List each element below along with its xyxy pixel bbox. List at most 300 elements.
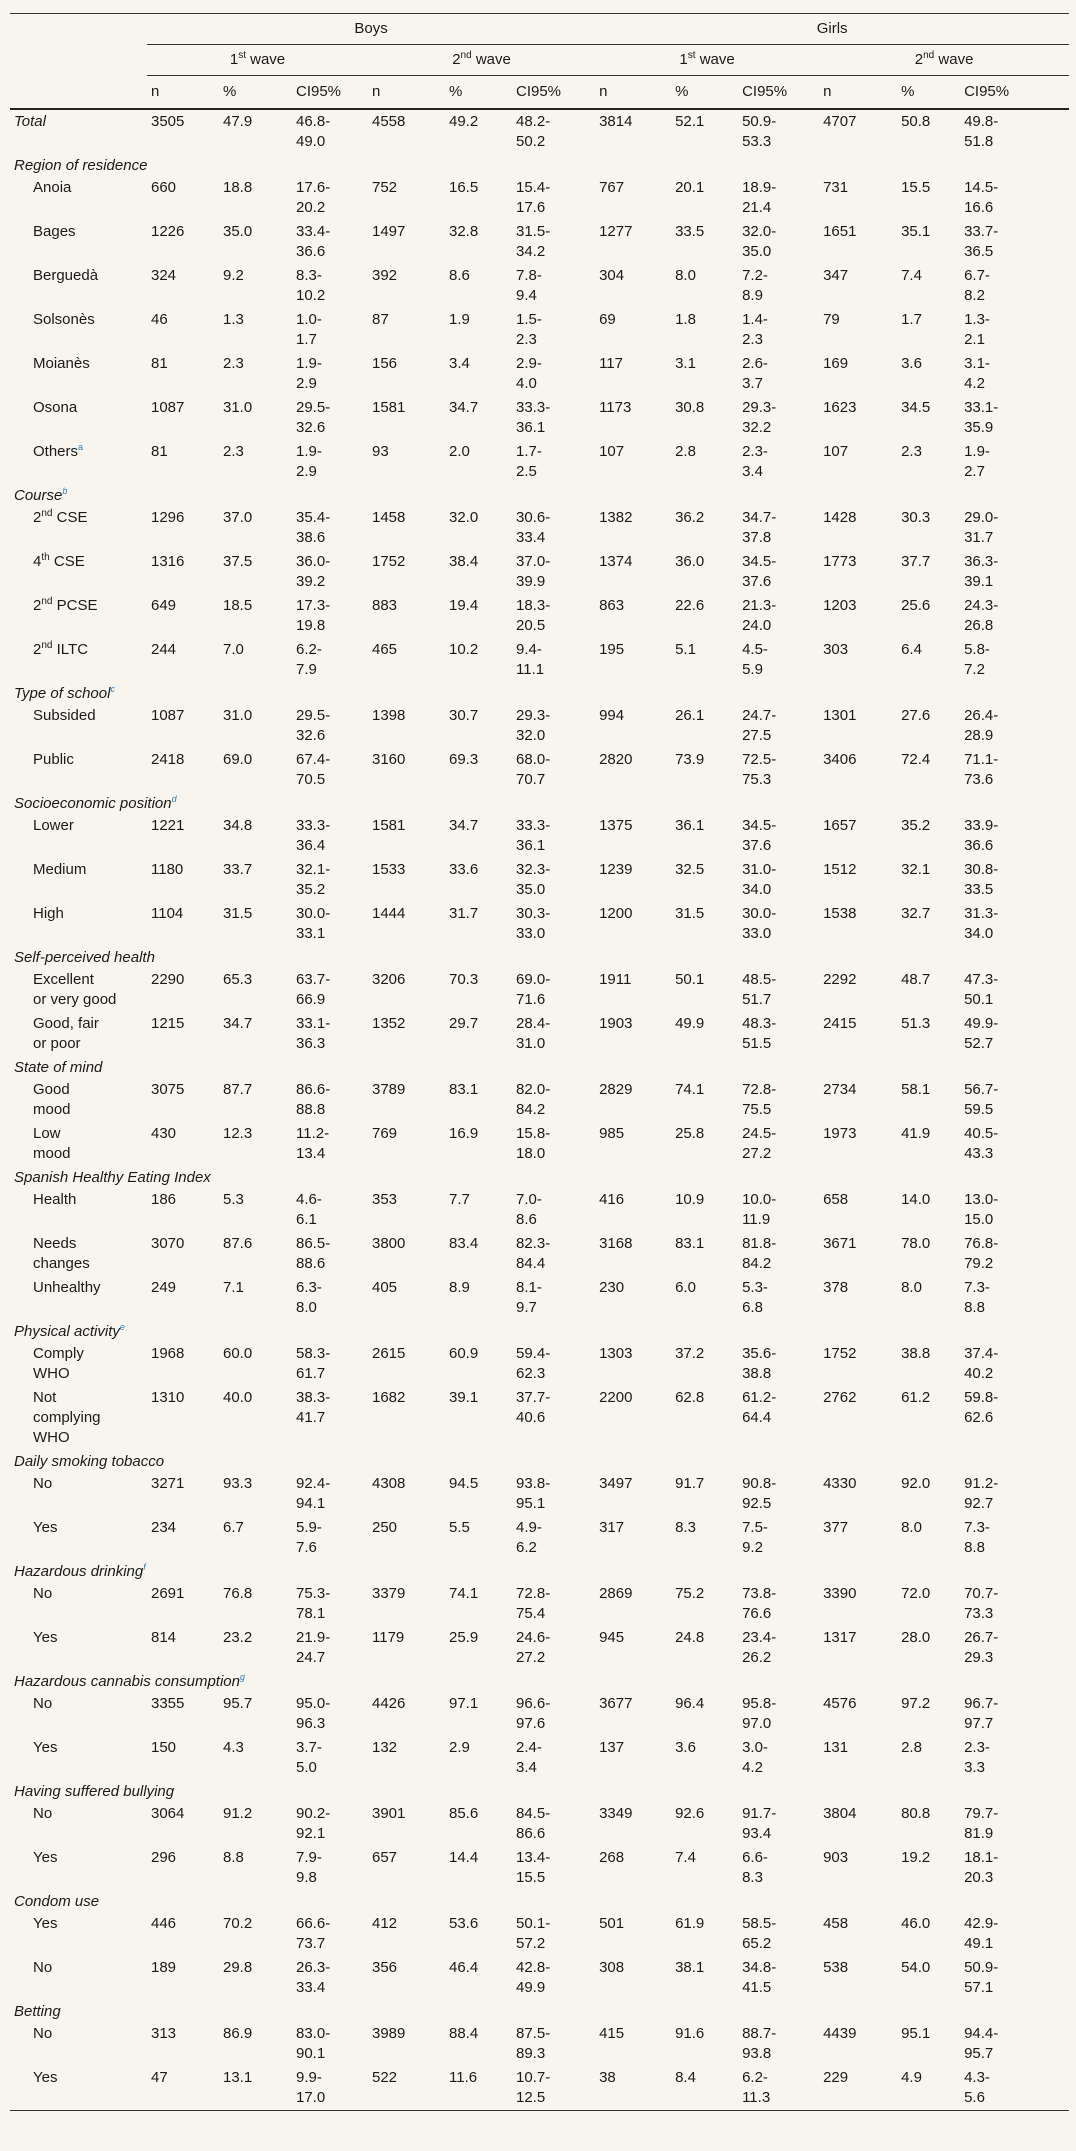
cell-value: 1352 xyxy=(372,1015,406,1032)
cell-value: 2734 xyxy=(823,1081,857,1098)
table-row xyxy=(10,594,1069,638)
cell-value: 1104 xyxy=(151,905,184,922)
section-header xyxy=(10,1670,1069,1692)
column-header: % xyxy=(449,83,463,100)
row-label: Yes xyxy=(33,1519,58,1536)
cell-value: 35.6- 38.8 xyxy=(742,1345,777,1382)
cell-value: 16.5 xyxy=(449,179,479,196)
table-row xyxy=(10,1188,1069,1232)
cell-value: 29.0- 31.7 xyxy=(964,509,999,546)
cell-value: 54.0 xyxy=(901,1959,931,1976)
cell-value: 1458 xyxy=(372,509,406,526)
cell-value: 522 xyxy=(372,2069,398,2086)
cell-value: 4.5- 5.9 xyxy=(742,641,768,678)
cell-value: 4330 xyxy=(823,1475,857,1492)
cell-value: 38.8 xyxy=(901,1345,931,1362)
row-label: Not complying WHO xyxy=(33,1389,101,1446)
cell-value: 8.0 xyxy=(901,1519,922,1536)
section-header xyxy=(10,154,1069,176)
cell-value: 72.4 xyxy=(901,751,931,768)
cell-value: 5.8- 7.2 xyxy=(964,641,990,678)
cell-value: 30.8- 33.5 xyxy=(964,861,999,898)
section-title: Type of school$^c$ xyxy=(14,684,115,702)
cell-value: 42.8- 49.9 xyxy=(516,1959,551,1996)
cell-value: 24.3- 26.8 xyxy=(964,597,999,634)
cell-value: 34.7 xyxy=(449,399,479,416)
cell-value: 18.8 xyxy=(223,179,253,196)
cell-value: 8.6 xyxy=(449,267,470,284)
cell-value: 107 xyxy=(599,443,625,460)
table-row xyxy=(10,748,1069,792)
cell-value: 3789 xyxy=(372,1081,406,1098)
cell-value: 87.5- 89.3 xyxy=(516,2025,551,2062)
cell-value: 50.9- 57.1 xyxy=(964,1959,999,1996)
row-label: Low mood xyxy=(33,1125,71,1162)
cell-value: 32.5 xyxy=(675,861,705,878)
cell-value: 24.6- 27.2 xyxy=(516,1629,551,1666)
cell-value: 46 xyxy=(151,311,168,328)
section-title: Self-perceived health xyxy=(14,949,155,966)
cell-value: 1903 xyxy=(599,1015,633,1032)
cell-value: 1.9- 2.9 xyxy=(296,443,322,480)
row-label: Others$^a$ xyxy=(33,442,84,460)
cell-value: 4558 xyxy=(372,113,406,130)
row-label: Yes xyxy=(33,1629,58,1646)
cell-value: 83.1 xyxy=(675,1235,705,1252)
cell-value: 14.5- 16.6 xyxy=(964,179,999,216)
cell-value: 6.7 xyxy=(223,1519,244,1536)
cell-value: 985 xyxy=(599,1125,625,1142)
cell-value: 1.7 xyxy=(901,311,922,328)
table-row xyxy=(10,220,1069,264)
cell-value: 3505 xyxy=(151,113,185,130)
section-header xyxy=(10,1560,1069,1582)
cell-value: 33.3- 36.1 xyxy=(516,817,551,854)
cell-value: 1911 xyxy=(599,971,632,988)
cell-value: 59.4- 62.3 xyxy=(516,1345,551,1382)
cell-value: 41.9 xyxy=(901,1125,931,1142)
section-header xyxy=(10,682,1069,704)
table-row xyxy=(10,2022,1069,2066)
cell-value: 32.7 xyxy=(901,905,931,922)
cell-value: 34.7- 37.8 xyxy=(742,509,777,546)
cell-value: 6.7- 8.2 xyxy=(964,267,990,304)
row-label: No xyxy=(33,2025,53,2042)
cell-value: 68.0- 70.7 xyxy=(516,751,551,788)
table-row xyxy=(10,2066,1069,2111)
cell-value: 91.7 xyxy=(675,1475,705,1492)
cell-value: 96.4 xyxy=(675,1695,705,1712)
cell-value: 30.0- 33.1 xyxy=(296,905,331,942)
cell-value: 23.2 xyxy=(223,1629,253,1646)
cell-value: 2.8 xyxy=(901,1739,922,1756)
cell-value: 244 xyxy=(151,641,177,658)
cell-value: 230 xyxy=(599,1279,625,1296)
wave-header: 2nd wave xyxy=(819,45,1069,76)
row-label: No xyxy=(33,1585,53,1602)
cell-value: 36.2 xyxy=(675,509,705,526)
cell-value: 17.6- 20.2 xyxy=(296,179,331,216)
cell-value: 1973 xyxy=(823,1125,857,1142)
cell-value: 1657 xyxy=(823,817,857,834)
cell-value: 4707 xyxy=(823,113,857,130)
cell-value: 87 xyxy=(372,311,389,328)
cell-value: 1.9- 2.7 xyxy=(964,443,990,480)
row-label: No xyxy=(33,1959,53,1976)
column-header: CI95% xyxy=(516,83,562,100)
cell-value: 33.7 xyxy=(223,861,253,878)
cell-value: 8.0 xyxy=(675,267,696,284)
cell-value: 31.0- 34.0 xyxy=(742,861,777,898)
cell-value: 767 xyxy=(599,179,625,196)
cell-value: 4.9 xyxy=(901,2069,922,2086)
cell-value: 31.0 xyxy=(223,707,253,724)
cell-value: 88.4 xyxy=(449,2025,479,2042)
cell-value: 5.9- 7.6 xyxy=(296,1519,322,1556)
section-title: Hazardous cannabis consumption$^g$ xyxy=(14,1672,245,1690)
cell-value: 3800 xyxy=(372,1235,406,1252)
section-header xyxy=(10,1450,1069,1472)
section-title: Course$^b$ xyxy=(14,486,68,504)
cell-value: 28.4- 31.0 xyxy=(516,1015,551,1052)
cell-value: 10.2 xyxy=(449,641,479,658)
cell-value: 74.1 xyxy=(449,1585,479,1602)
cell-value: 32.3- 35.0 xyxy=(516,861,551,898)
cell-value: 7.4 xyxy=(675,1849,696,1866)
cell-value: 501 xyxy=(599,1915,625,1932)
table-row xyxy=(10,704,1069,748)
cell-value: 10.7- 12.5 xyxy=(516,2069,551,2106)
cell-value: 1226 xyxy=(151,223,185,240)
cell-value: 4.3- 5.6 xyxy=(964,2069,990,2106)
row-label: Lower xyxy=(33,817,74,834)
cell-value: 29.3- 32.0 xyxy=(516,707,551,744)
section-title: Region of residence xyxy=(14,157,148,174)
cell-value: 66.6- 73.7 xyxy=(296,1915,331,1952)
row-label: No xyxy=(33,1695,53,1712)
cell-value: 234 xyxy=(151,1519,177,1536)
cell-value: 82.3- 84.4 xyxy=(516,1235,551,1272)
cell-value: 5.3 xyxy=(223,1191,244,1208)
cell-value: 2.3 xyxy=(901,443,922,460)
cell-value: 72.5- 75.3 xyxy=(742,751,777,788)
cell-value: 32.0 xyxy=(449,509,479,526)
cell-value: 3.6 xyxy=(901,355,922,372)
cell-value: 392 xyxy=(372,267,398,284)
column-header: CI95% xyxy=(296,83,342,100)
table-row xyxy=(10,1582,1069,1626)
cell-value: 6.3- 8.0 xyxy=(296,1279,322,1316)
cell-value: 83.4 xyxy=(449,1235,479,1252)
table-row xyxy=(10,1846,1069,1890)
cell-value: 29.8 xyxy=(223,1959,253,1976)
cell-value: 33.7- 36.5 xyxy=(964,223,999,260)
cell-value: 30.3- 33.0 xyxy=(516,905,551,942)
cell-value: 430 xyxy=(151,1125,177,1142)
cell-value: 63.7- 66.9 xyxy=(296,971,331,1008)
cell-value: 4426 xyxy=(372,1695,406,1712)
wave-header: 1st wave xyxy=(147,45,368,76)
cell-value: 1497 xyxy=(372,223,406,240)
section-title: Having suffered bullying xyxy=(14,1783,175,1800)
cell-value: 1.3- 2.1 xyxy=(964,311,990,348)
cell-value: 169 xyxy=(823,355,849,372)
cell-value: 5.3- 6.8 xyxy=(742,1279,768,1316)
cell-value: 1374 xyxy=(599,553,633,570)
cell-value: 3671 xyxy=(823,1235,857,1252)
cell-value: 29.5- 32.6 xyxy=(296,399,331,436)
cell-value: 18.3- 20.5 xyxy=(516,597,551,634)
cell-value: 37.7- 40.6 xyxy=(516,1389,551,1426)
row-label: Health xyxy=(33,1191,77,1208)
cell-value: 37.5 xyxy=(223,553,253,570)
cell-value: 34.5- 37.6 xyxy=(742,553,777,590)
cell-value: 95.7 xyxy=(223,1695,253,1712)
cell-value: 6.2- 11.3 xyxy=(742,2069,771,2106)
cell-value: 50.1 xyxy=(675,971,705,988)
cell-value: 7.3- 8.8 xyxy=(964,1279,990,1316)
cell-value: 31.3- 34.0 xyxy=(964,905,999,942)
cell-value: 458 xyxy=(823,1915,849,1932)
table-row xyxy=(10,352,1069,396)
cell-value: 58.3- 61.7 xyxy=(296,1345,331,1382)
cell-value: 47.3- 50.1 xyxy=(964,971,999,1008)
cell-value: 2820 xyxy=(599,751,633,768)
cell-value: 83.0- 90.1 xyxy=(296,2025,331,2062)
cell-value: 24.7- 27.5 xyxy=(742,707,777,744)
cell-value: 23.4- 26.2 xyxy=(742,1629,777,1666)
table-row xyxy=(10,1012,1069,1056)
cell-value: 83.1 xyxy=(449,1081,479,1098)
table-row xyxy=(10,1472,1069,1516)
cell-value: 1773 xyxy=(823,553,857,570)
cell-value: 47.9 xyxy=(223,113,253,130)
table-row xyxy=(10,902,1069,946)
cell-value: 65.3 xyxy=(223,971,253,988)
cell-value: 48.7 xyxy=(901,971,931,988)
cell-value: 60.0 xyxy=(223,1345,253,1362)
cell-value: 6.4 xyxy=(901,641,922,658)
cell-value: 33.9- 36.6 xyxy=(964,817,999,854)
cell-value: 415 xyxy=(599,2025,625,2042)
cell-value: 70.3 xyxy=(449,971,479,988)
cell-value: 994 xyxy=(599,707,625,724)
cell-value: 1203 xyxy=(823,597,857,614)
row-label: Good, fair or poor xyxy=(33,1015,99,1052)
cell-value: 416 xyxy=(599,1191,625,1208)
cell-value: 13.1 xyxy=(223,2069,253,2086)
cell-value: 2.3 xyxy=(223,355,244,372)
row-label: Public xyxy=(33,751,74,768)
cell-value: 95.1 xyxy=(901,2025,931,2042)
cell-value: 117 xyxy=(599,355,623,372)
cell-value: 61.2- 64.4 xyxy=(742,1389,777,1426)
cell-value: 2418 xyxy=(151,751,185,768)
cell-value: 3168 xyxy=(599,1235,633,1252)
cell-value: 10.0- 11.9 xyxy=(742,1191,777,1228)
row-label: Yes xyxy=(33,1915,58,1932)
section-header xyxy=(10,1056,1069,1078)
cell-value: 229 xyxy=(823,2069,849,2086)
cell-value: 412 xyxy=(372,1915,398,1932)
cell-value: 33.3- 36.1 xyxy=(516,399,551,436)
cell-value: 7.8- 9.4 xyxy=(516,267,542,304)
column-header: n xyxy=(151,83,160,100)
cell-value: 53.6 xyxy=(449,1915,479,1932)
cell-value: 17.3- 19.8 xyxy=(296,597,331,634)
row-label: Yes xyxy=(33,1849,58,1866)
cell-value: 465 xyxy=(372,641,398,658)
cell-value: 30.7 xyxy=(449,707,479,724)
cell-value: 33.1- 36.3 xyxy=(296,1015,331,1052)
cell-value: 37.0- 39.9 xyxy=(516,553,551,590)
row-label: 2nd PCSE xyxy=(33,596,98,614)
cell-value: 81 xyxy=(151,355,168,372)
cell-value: 1398 xyxy=(372,707,406,724)
cell-value: 94.5 xyxy=(449,1475,479,1492)
cell-value: 1682 xyxy=(372,1389,406,1406)
cell-value: 308 xyxy=(599,1959,625,1976)
cell-value: 29.5- 32.6 xyxy=(296,707,331,744)
table-row xyxy=(10,1956,1069,2000)
cell-value: 32.8 xyxy=(449,223,479,240)
cell-value: 1375 xyxy=(599,817,633,834)
cell-value: 132 xyxy=(372,1739,398,1756)
cell-value: 32.1- 35.2 xyxy=(296,861,331,898)
cell-value: 46.8- 49.0 xyxy=(296,113,331,150)
cell-value: 8.3 xyxy=(675,1519,696,1536)
cell-value: 75.3- 78.1 xyxy=(296,1585,331,1622)
cell-value: 1512 xyxy=(823,861,857,878)
table-row xyxy=(10,1386,1069,1450)
cell-value: 1.5- 2.3 xyxy=(516,311,542,348)
cell-value: 38.4 xyxy=(449,553,479,570)
cell-value: 30.8 xyxy=(675,399,705,416)
cell-value: 1.8 xyxy=(675,311,696,328)
cell-value: 313 xyxy=(151,2025,177,2042)
cell-value: 95.8- 97.0 xyxy=(742,1695,777,1732)
cell-value: 93.3 xyxy=(223,1475,253,1492)
cell-value: 31.5- 34.2 xyxy=(516,223,551,260)
cell-value: 1968 xyxy=(151,1345,185,1362)
table-row xyxy=(10,1802,1069,1846)
cell-value: 446 xyxy=(151,1915,177,1932)
cell-value: 92.4- 94.1 xyxy=(296,1475,331,1512)
cell-value: 86.9 xyxy=(223,2025,253,2042)
cell-value: 33.6 xyxy=(449,861,479,878)
cell-value: 814 xyxy=(151,1629,177,1646)
cell-value: 249 xyxy=(151,1279,177,1296)
cell-value: 378 xyxy=(823,1279,849,1296)
table-row xyxy=(10,308,1069,352)
cell-value: 1200 xyxy=(599,905,633,922)
table-row xyxy=(10,1912,1069,1956)
cell-value: 8.3- 10.2 xyxy=(296,267,326,304)
cell-value: 2.3- 3.3 xyxy=(964,1739,990,1776)
cell-value: 3901 xyxy=(372,1805,406,1822)
cell-value: 2.4- 3.4 xyxy=(516,1739,542,1776)
cell-value: 29.7 xyxy=(449,1015,479,1032)
cell-value: 1581 xyxy=(372,399,406,416)
column-header: % xyxy=(675,83,689,100)
cell-value: 48.2- 50.2 xyxy=(516,113,551,150)
cell-value: 14.0 xyxy=(901,1191,931,1208)
cell-value: 18.5 xyxy=(223,597,253,614)
cell-value: 28.0 xyxy=(901,1629,931,1646)
cell-value: 62.8 xyxy=(675,1389,705,1406)
cell-value: 2.3- 3.4 xyxy=(742,443,768,480)
cell-value: 34.5- 37.6 xyxy=(742,817,777,854)
cell-value: 3497 xyxy=(599,1475,633,1492)
cell-value: 769 xyxy=(372,1125,398,1142)
cell-value: 353 xyxy=(372,1191,398,1208)
cell-value: 649 xyxy=(151,597,177,614)
cell-value: 48.5- 51.7 xyxy=(742,971,777,1008)
cell-value: 186 xyxy=(151,1191,177,1208)
cell-value: 35.2 xyxy=(901,817,931,834)
cell-value: 1087 xyxy=(151,707,185,724)
cell-value: 8.8 xyxy=(223,1849,244,1866)
cell-value: 36.3- 39.1 xyxy=(964,553,999,590)
cell-value: 3206 xyxy=(372,971,406,988)
cell-value: 304 xyxy=(599,267,625,284)
row-label: 4th CSE xyxy=(33,552,85,570)
cell-value: 3.1 xyxy=(675,355,696,372)
cell-value: 24.5- 27.2 xyxy=(742,1125,777,1162)
table-row xyxy=(10,1692,1069,1736)
row-label: Berguedà xyxy=(33,267,99,284)
cell-value: 38.3- 41.7 xyxy=(296,1389,331,1426)
cell-value: 94.4- 95.7 xyxy=(964,2025,999,2062)
cell-value: 6.2- 7.9 xyxy=(296,641,322,678)
section-title: Socioeconomic position$^d$ xyxy=(14,794,177,812)
cell-value: 7.2- 8.9 xyxy=(742,267,768,304)
table-row xyxy=(10,506,1069,550)
cell-value: 296 xyxy=(151,1849,177,1866)
row-label: Good mood xyxy=(33,1081,71,1118)
cell-value: 47 xyxy=(151,2069,168,2086)
table-row xyxy=(10,550,1069,594)
row-label: Total xyxy=(14,113,46,130)
cell-value: 46.4 xyxy=(449,1959,479,1976)
cell-value: 96.6- 97.6 xyxy=(516,1695,551,1732)
cell-value: 50.9- 53.3 xyxy=(742,113,777,150)
cell-value: 6.6- 8.3 xyxy=(742,1849,768,1886)
cell-value: 1623 xyxy=(823,399,857,416)
cell-value: 38.1 xyxy=(675,1959,705,1976)
cell-value: 32.0- 35.0 xyxy=(742,223,777,260)
cell-value: 26.1 xyxy=(675,707,705,724)
cell-value: 2869 xyxy=(599,1585,633,1602)
cell-value: 67.4- 70.5 xyxy=(296,751,331,788)
cell-value: 3.4 xyxy=(449,355,470,372)
section-header xyxy=(10,1890,1069,1912)
cell-value: 37.0 xyxy=(223,509,253,526)
cell-value: 137 xyxy=(599,1739,625,1756)
cell-value: 36.1 xyxy=(675,817,705,834)
cell-value: 1382 xyxy=(599,509,633,526)
row-label: 2nd CSE xyxy=(33,508,88,526)
header-blank xyxy=(10,45,147,76)
cell-value: 86.5- 88.6 xyxy=(296,1235,331,1272)
cell-value: 18.1- 20.3 xyxy=(964,1849,999,1886)
cell-value: 4.6- 6.1 xyxy=(296,1191,322,1228)
section-title: Condom use xyxy=(14,1893,100,1910)
cell-value: 92.6 xyxy=(675,1805,705,1822)
cell-value: 58.1 xyxy=(901,1081,931,1098)
header-blank xyxy=(10,76,147,110)
table-row xyxy=(10,638,1069,682)
